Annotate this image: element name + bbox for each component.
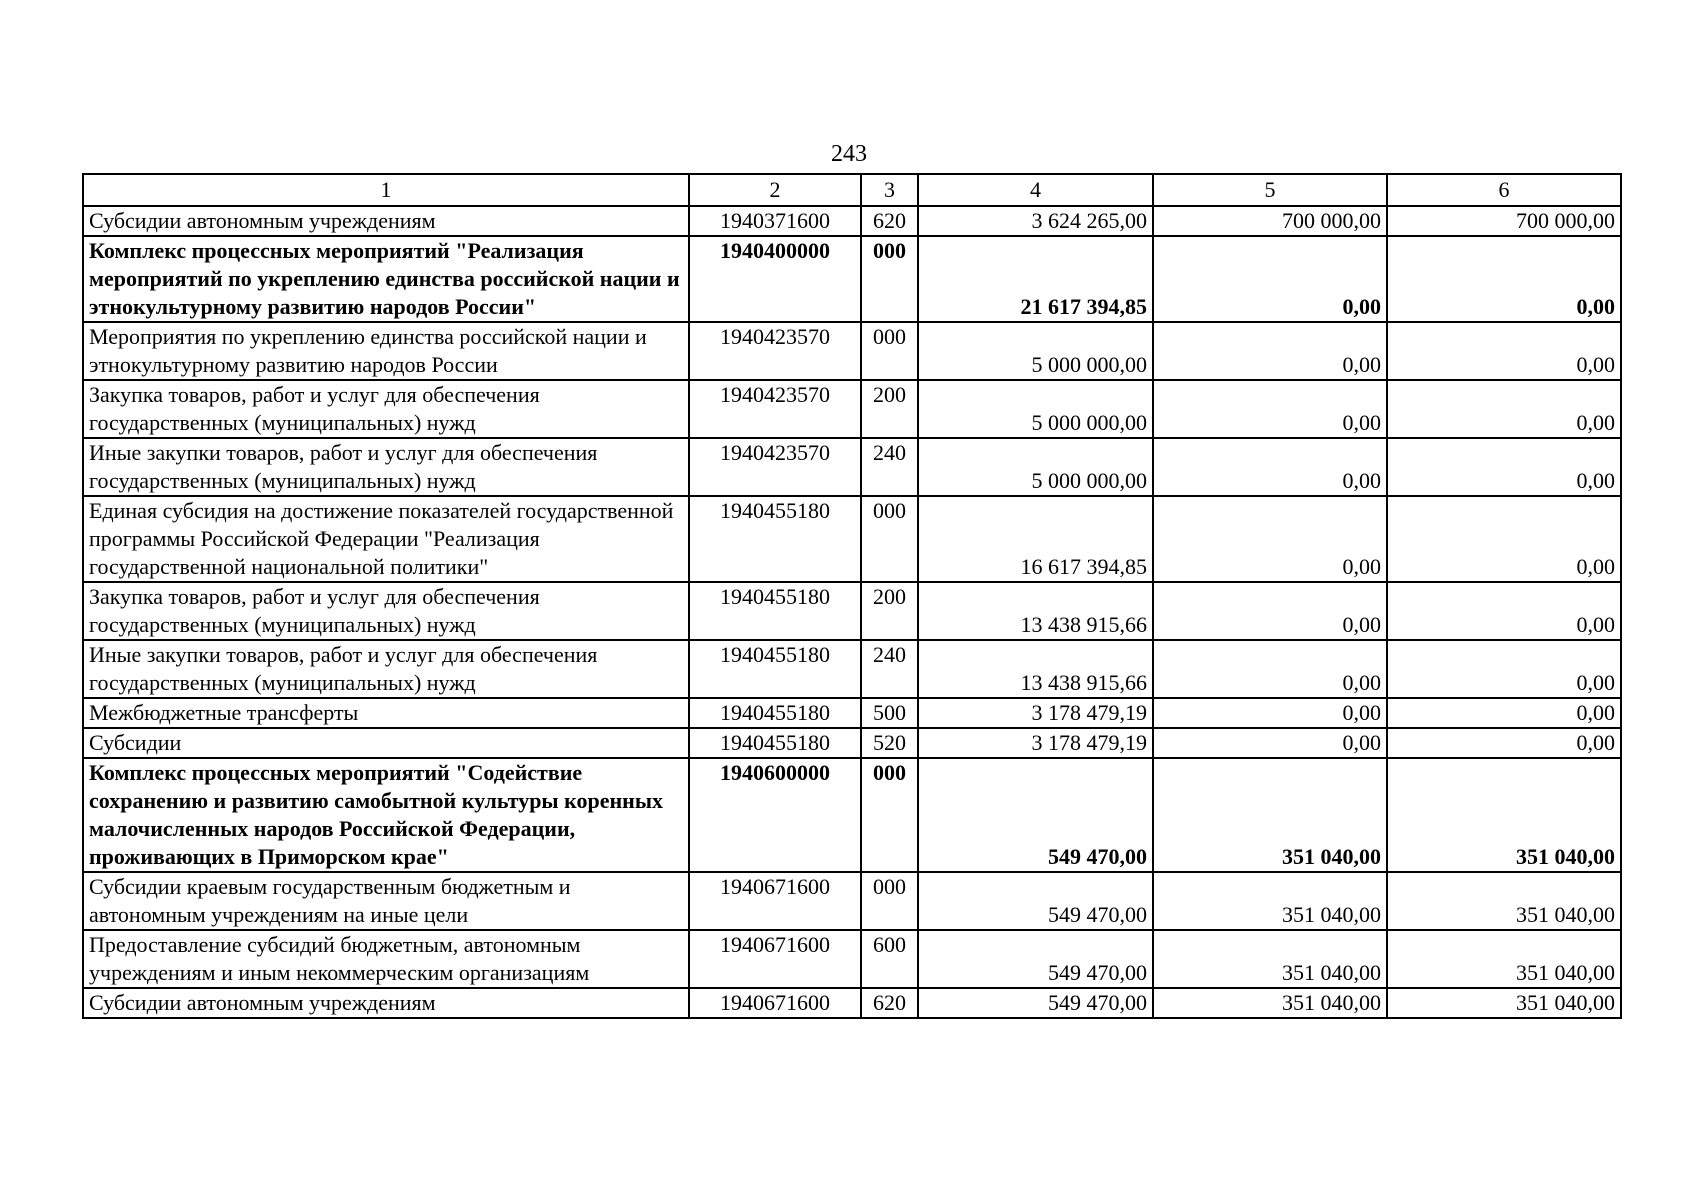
- row-value-col5-cell: 351 040,00: [1153, 758, 1387, 872]
- row-value-col4-cell: 549 470,00: [918, 758, 1153, 872]
- row-value-col4-cell: 549 470,00: [918, 872, 1153, 930]
- row-name-cell: Субсидии автономным учреждениям: [83, 988, 689, 1018]
- row-value-col5-cell: 0,00: [1153, 496, 1387, 582]
- table-row: [83, 728, 1621, 758]
- table-row: [83, 988, 1621, 1018]
- row-value-col4-cell: 5 000 000,00: [918, 380, 1153, 438]
- table-row: [83, 322, 1621, 380]
- row-code-cell: 1940371600: [689, 206, 861, 236]
- column-header: 4: [918, 174, 1153, 206]
- row-value-col6-cell: 0,00: [1387, 322, 1621, 380]
- row-code-cell: 1940600000: [689, 758, 861, 872]
- row-code-cell: 1940671600: [689, 930, 861, 988]
- row-code-cell: 1940455180: [689, 640, 861, 698]
- row-name-cell: Субсидии автономным учреждениям: [83, 206, 689, 236]
- row-kvr-cell: 000: [861, 872, 918, 930]
- row-kvr-cell: 620: [861, 988, 918, 1018]
- row-name-cell: Единая субсидия на достижение показателей государственной программы Российской Федерации "Реализация государственной национальной политики": [83, 496, 689, 582]
- column-header: 2: [689, 174, 861, 206]
- row-value-col4-cell: 3 624 265,00: [918, 206, 1153, 236]
- table-row: [83, 438, 1621, 496]
- row-value-col6-cell: 0,00: [1387, 640, 1621, 698]
- row-value-col6-cell: 0,00: [1387, 236, 1621, 322]
- row-value-col4-cell: 5 000 000,00: [918, 438, 1153, 496]
- row-value-col4-cell: 21 617 394,85: [918, 236, 1153, 322]
- row-value-col5-cell: 0,00: [1153, 582, 1387, 640]
- row-value-col6-cell: 0,00: [1387, 582, 1621, 640]
- table-row: [83, 640, 1621, 698]
- row-kvr-cell: 520: [861, 728, 918, 758]
- row-value-col5-cell: 351 040,00: [1153, 930, 1387, 988]
- row-value-col5-cell: 351 040,00: [1153, 988, 1387, 1018]
- row-kvr-cell: 200: [861, 380, 918, 438]
- column-header: 5: [1153, 174, 1387, 206]
- row-name-cell: Субсидии краевым государственным бюджетным и автономным учреждениям на иные цели: [83, 872, 689, 930]
- row-name-cell: Иные закупки товаров, работ и услуг для обеспечения государственных (муниципальных) нужд: [83, 438, 689, 496]
- row-name-cell: Комплекс процессных мероприятий "Содействие сохранению и развитию самобытной культуры коренных малочисленных народов Российской Федерации, проживающих в Приморском крае": [83, 758, 689, 872]
- row-code-cell: 1940423570: [689, 380, 861, 438]
- table-row: [83, 930, 1621, 988]
- row-value-col6-cell: 0,00: [1387, 698, 1621, 728]
- table-row: [83, 206, 1621, 236]
- page-number: 243: [831, 141, 867, 167]
- budget-table: [82, 173, 1622, 1019]
- table-row: [83, 380, 1621, 438]
- row-kvr-cell: 240: [861, 640, 918, 698]
- row-kvr-cell: 000: [861, 758, 918, 872]
- column-header: 6: [1387, 174, 1621, 206]
- column-header: 1: [83, 174, 689, 206]
- row-code-cell: 1940455180: [689, 582, 861, 640]
- row-value-col4-cell: 3 178 479,19: [918, 698, 1153, 728]
- row-value-col6-cell: 0,00: [1387, 380, 1621, 438]
- row-code-cell: 1940455180: [689, 698, 861, 728]
- row-value-col6-cell: 700 000,00: [1387, 206, 1621, 236]
- row-kvr-cell: 000: [861, 496, 918, 582]
- row-kvr-cell: 500: [861, 698, 918, 728]
- table-row: [83, 496, 1621, 582]
- row-value-col5-cell: 0,00: [1153, 322, 1387, 380]
- row-code-cell: 1940400000: [689, 236, 861, 322]
- row-name-cell: Мероприятия по укреплению единства российской нации и этнокультурному развитию народов России: [83, 322, 689, 380]
- row-name-cell: Предоставление субсидий бюджетным, автономным учреждениям и иным некоммерческим организациям: [83, 930, 689, 988]
- row-code-cell: 1940671600: [689, 872, 861, 930]
- row-code-cell: 1940455180: [689, 728, 861, 758]
- row-name-cell: Комплекс процессных мероприятий "Реализация мероприятий по укреплению единства российской нации и этнокультурному развитию народов России": [83, 236, 689, 322]
- row-value-col6-cell: 351 040,00: [1387, 758, 1621, 872]
- row-value-col5-cell: 0,00: [1153, 438, 1387, 496]
- row-value-col5-cell: 0,00: [1153, 698, 1387, 728]
- row-value-col5-cell: 0,00: [1153, 380, 1387, 438]
- row-kvr-cell: 600: [861, 930, 918, 988]
- table-row: [83, 758, 1621, 872]
- row-value-col6-cell: 351 040,00: [1387, 988, 1621, 1018]
- row-code-cell: 1940455180: [689, 496, 861, 582]
- table-row: [83, 698, 1621, 728]
- row-code-cell: 1940671600: [689, 988, 861, 1018]
- row-code-cell: 1940423570: [689, 438, 861, 496]
- row-value-col6-cell: 0,00: [1387, 496, 1621, 582]
- column-header: 3: [861, 174, 918, 206]
- row-value-col4-cell: 549 470,00: [918, 930, 1153, 988]
- row-code-cell: 1940423570: [689, 322, 861, 380]
- row-value-col4-cell: 549 470,00: [918, 988, 1153, 1018]
- row-value-col4-cell: 3 178 479,19: [918, 728, 1153, 758]
- row-value-col4-cell: 5 000 000,00: [918, 322, 1153, 380]
- table-header-row: [83, 174, 1621, 206]
- row-name-cell: Субсидии: [83, 728, 689, 758]
- table-row: [83, 582, 1621, 640]
- row-value-col5-cell: 0,00: [1153, 236, 1387, 322]
- row-name-cell: Иные закупки товаров, работ и услуг для обеспечения государственных (муниципальных) нужд: [83, 640, 689, 698]
- row-kvr-cell: 200: [861, 582, 918, 640]
- row-name-cell: Межбюджетные трансферты: [83, 698, 689, 728]
- row-kvr-cell: 240: [861, 438, 918, 496]
- row-value-col4-cell: 13 438 915,66: [918, 640, 1153, 698]
- row-kvr-cell: 000: [861, 236, 918, 322]
- row-value-col5-cell: 0,00: [1153, 728, 1387, 758]
- row-name-cell: Закупка товаров, работ и услуг для обеспечения государственных (муниципальных) нужд: [83, 380, 689, 438]
- row-kvr-cell: 000: [861, 322, 918, 380]
- row-value-col4-cell: 16 617 394,85: [918, 496, 1153, 582]
- row-value-col6-cell: 351 040,00: [1387, 872, 1621, 930]
- table-row: [83, 236, 1621, 322]
- row-value-col4-cell: 13 438 915,66: [918, 582, 1153, 640]
- row-value-col5-cell: 700 000,00: [1153, 206, 1387, 236]
- row-value-col6-cell: 0,00: [1387, 438, 1621, 496]
- table-row: [83, 872, 1621, 930]
- row-value-col5-cell: 0,00: [1153, 640, 1387, 698]
- row-name-cell: Закупка товаров, работ и услуг для обеспечения государственных (муниципальных) нужд: [83, 582, 689, 640]
- row-value-col5-cell: 351 040,00: [1153, 872, 1387, 930]
- row-kvr-cell: 620: [861, 206, 918, 236]
- row-value-col6-cell: 0,00: [1387, 728, 1621, 758]
- row-value-col6-cell: 351 040,00: [1387, 930, 1621, 988]
